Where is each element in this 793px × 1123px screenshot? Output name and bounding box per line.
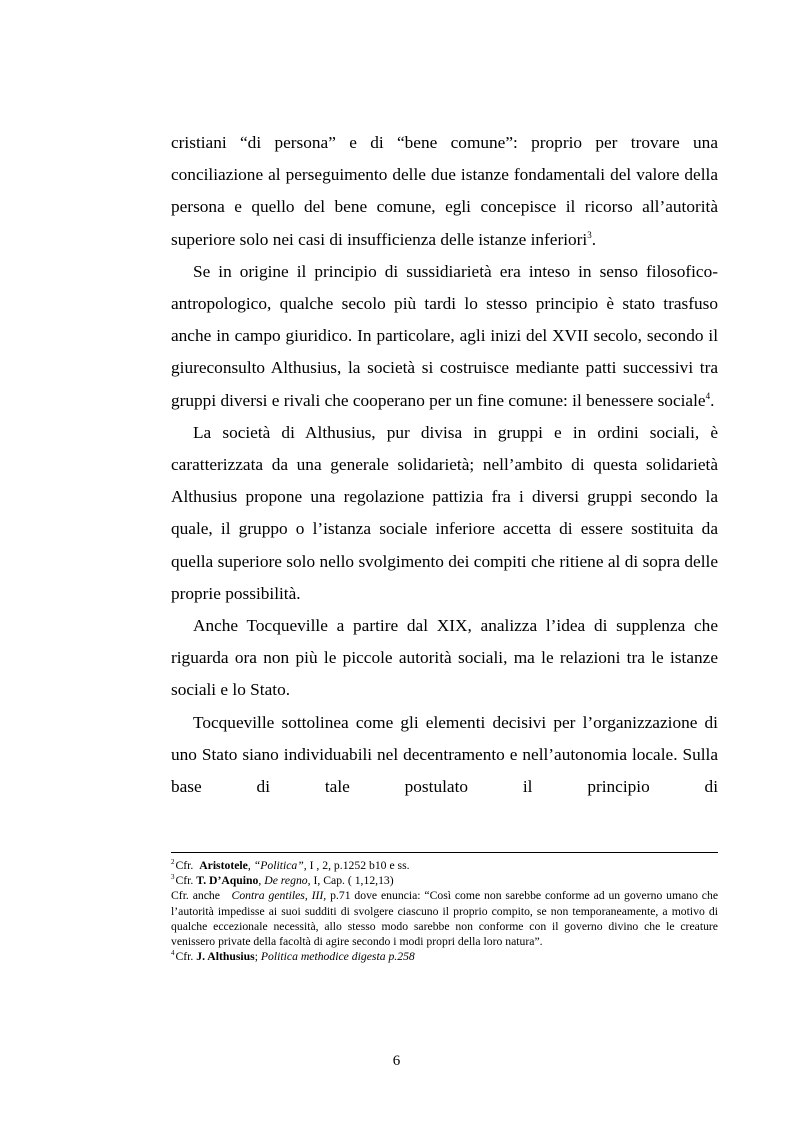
paragraph-1-end: . [591,229,597,249]
footnote-3-prefix: Cfr. [175,874,194,888]
footnotes [171,858,718,964]
footnote-ref-4: 4 [705,390,711,401]
footnote-2-title: “Politica”, [253,859,307,872]
footnote-3b-prefix: Cfr. anche [171,889,220,903]
footnote-4-sep: ; [254,950,261,964]
footnote-3-number: 3 [171,873,175,882]
footnote-4-author: J. Althusius [196,950,255,964]
footnote-3-title: De regno, [264,874,311,888]
footnote-3-continued [171,888,718,949]
paragraph-1 [171,127,718,256]
footnote-3 [171,873,718,888]
footnote-4-prefix: Cfr. [175,950,194,964]
body-text [171,127,718,803]
paragraph-2-text: Se in origine il principio di sussidiarietà era inteso in senso filosofico-antropologico, qualche secolo più tardi lo stesso principio è stato trasfuso anche in campo giuridico. In particolare, agli inizi del XVII secolo, secondo il giureconsulto Althusius, la società si costruisce mediante patti successivi tra gruppi diversi e rivali che cooperano per un fine comune: il benessere sociale [171,261,718,410]
footnote-4-title: Politica methodice digesta p.258 [260,950,415,964]
paragraph-1-text: cristiani “di persona” e di “bene comune”: proprio per trovare una conciliazione al perseguimento delle due istanze fondamentali del valore della persona e quello del bene comune, egli concepisce il ricorso all’autorità superiore solo nei casi di insufficienza delle istanze inferiori [171,133,718,249]
footnote-4 [171,949,718,964]
paragraph-4: Anche Tocqueville a partire dal XIX, analizza l’idea di supplenza che riguarda ora non più le piccole autorità sociali, ma le relazioni tra le istanze sociali e lo Stato. [171,616,718,700]
paragraph-3: La società di Althusius, pur divisa in gruppi e in ordini sociali, è caratterizzata da una generale solidarietà; nell’ambito di questa solidarietà Althusius propone una regolazione pattizia fra i diversi gruppi secondo la quale, il gruppo o l’istanza sociale inferiore accetta di essere sostituita da quella superiore solo nello svolgimento dei compiti che ritiene al di sopra delle proprie possibilità. [171,422,718,603]
footnote-2-sep: , [247,859,254,872]
footnote-3-rest: I, Cap. ( 1,12,13) [310,874,394,888]
page-number: 6 [392,1053,401,1069]
footnote-2-rest: I , 2, p.1252 b10 e ss. [306,859,410,872]
footnote-3-sep: , [258,874,265,888]
footnote-2-author: Aristotele [199,859,248,872]
footnote-ref-3: 3 [587,229,592,240]
footnote-3b-rest: p.71 dove enuncia: “Così come non sarebbe conforme ad un governo umano che l’autorità impedisse ai suoi sudditi di svolgere ciascuno il proprio compito, se non temporaneamente, a motivo di qualche eccezionale necessità, allo stesso modo sarebbe non conforme con il governo divino che le creature venissero private della facoltà di agire secondo i modi propri della loro natura”. [171,889,719,949]
footnote-separator [171,852,718,853]
footnote-2 [171,858,718,873]
footnote-3-author: T. D’Aquino [196,874,259,888]
footnote-2-prefix: Cfr. [175,859,194,872]
paragraph-2-end: . [710,390,715,410]
paragraph-2 [171,256,718,417]
footnote-3b-title: Contra gentiles, III, [231,889,327,903]
footnote-4-number: 4 [171,949,175,958]
paragraph-5: Tocqueville sottolinea come gli elementi decisivi per l’organizzazione di uno Stato siano individuabili nel decentramento e nell’autonomia locale. Sulla base di tale postulato il principio di [171,712,718,797]
footnote-2-number: 2 [171,858,175,866]
